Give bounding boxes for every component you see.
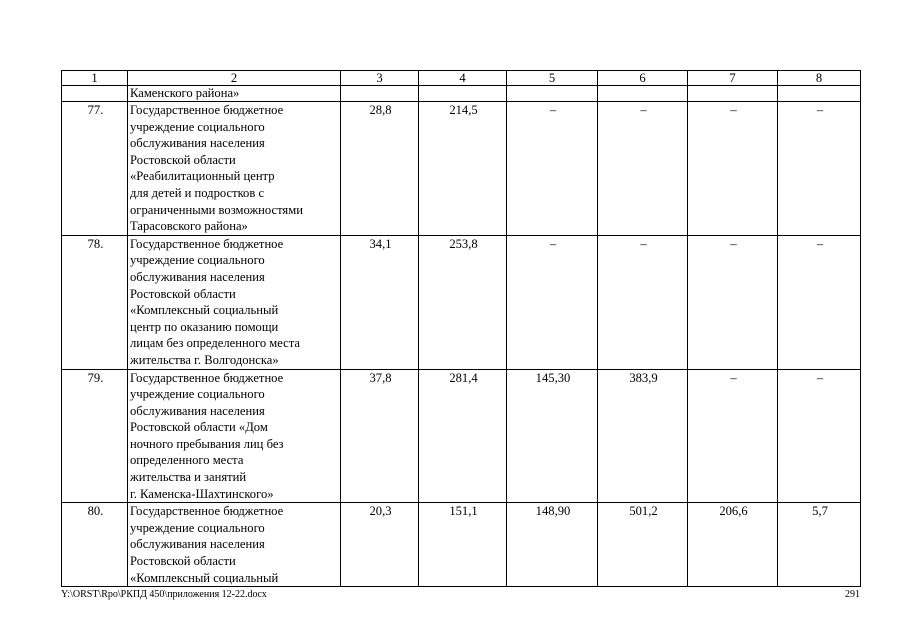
institution-name-cell — [128, 503, 341, 587]
value-cell-c7: – — [688, 102, 778, 236]
value-cell-c4: 281,4 — [419, 369, 507, 503]
institution-name-line: обслуживания населения — [130, 136, 265, 151]
value-cell-c7: – — [688, 235, 778, 369]
table-body — [62, 71, 861, 587]
institution-name-line: центр по оказанию помощи — [130, 319, 279, 334]
header-cell: 6 — [598, 71, 688, 86]
empty-cell — [419, 86, 507, 102]
footer-file-path: Y:\ORST\Rpo\РКПД 450\приложения 12-22.docx — [61, 589, 267, 600]
institution-name-cell — [128, 102, 341, 236]
row-number-cell: 79. — [62, 369, 128, 503]
value-cell-c6: 383,9 — [598, 369, 688, 503]
institution-name-line: лицам без определенного места — [130, 336, 300, 351]
institution-name-line: «Реабилитационный центр — [130, 169, 275, 184]
institution-name-line: учреждение социального — [130, 119, 265, 134]
value-cell-c4: 253,8 — [419, 235, 507, 369]
institution-name-line: «Комплексный социальный — [130, 570, 279, 585]
institution-name-line: учреждение социального — [130, 253, 265, 268]
value-cell-c7: 206,6 — [688, 503, 778, 587]
institution-name-line: обслуживания населения — [130, 269, 265, 284]
institution-name-cell — [128, 369, 341, 503]
institution-name-line: учреждение социального — [130, 387, 265, 402]
value-cell-c6: 501,2 — [598, 503, 688, 587]
value-cell-c7: – — [688, 369, 778, 503]
continuation-name-cell: Каменского района» — [128, 86, 341, 102]
header-cell: 4 — [419, 71, 507, 86]
value-cell-c8: – — [778, 369, 861, 503]
value-cell-c5: 148,90 — [507, 503, 598, 587]
empty-cell — [598, 86, 688, 102]
value-cell-c5: – — [507, 102, 598, 236]
institution-name-line: г. Каменска-Шахтинского» — [130, 486, 274, 501]
footer-page-number: 291 — [845, 589, 860, 600]
institution-name-line: ограниченными возможностями — [130, 202, 303, 217]
row-number-cell: 77. — [62, 102, 128, 236]
value-cell-c6: – — [598, 235, 688, 369]
continuation-row — [62, 86, 861, 102]
table-row — [62, 235, 861, 369]
institution-name-line: учреждение социального — [130, 520, 265, 535]
institution-name-line: обслуживания населения — [130, 403, 265, 418]
header-cell: 2 — [128, 71, 341, 86]
value-cell-c5: 145,30 — [507, 369, 598, 503]
header-cell: 3 — [341, 71, 419, 86]
institution-name-line: Ростовской области — [130, 152, 236, 167]
institution-name-cell — [128, 235, 341, 369]
institution-name-line: обслуживания населения — [130, 537, 265, 552]
institution-name-line: Государственное бюджетное — [130, 504, 284, 519]
row-number-cell: 78. — [62, 235, 128, 369]
value-cell-c6: – — [598, 102, 688, 236]
value-cell-c4: 151,1 — [419, 503, 507, 587]
value-cell-c5: – — [507, 235, 598, 369]
institution-name-line: ночного пребывания лиц без — [130, 436, 284, 451]
value-cell-c8: – — [778, 235, 861, 369]
table-row — [62, 102, 861, 236]
institution-name-line: Ростовской области — [130, 554, 236, 569]
institution-name-line: для детей и подростков с — [130, 185, 265, 200]
institution-name-line: Ростовской области — [130, 286, 236, 301]
value-cell-c4: 214,5 — [419, 102, 507, 236]
value-cell-c3: 20,3 — [341, 503, 419, 587]
institution-name-line: Тарасовского района» — [130, 219, 248, 234]
empty-cell — [341, 86, 419, 102]
empty-cell — [778, 86, 861, 102]
empty-cell — [688, 86, 778, 102]
institution-name-line: жительства и занятий — [130, 470, 247, 485]
institution-name-line: жительства г. Волгодонска» — [130, 352, 279, 367]
value-cell-c3: 28,8 — [341, 102, 419, 236]
institution-name-line: Государственное бюджетное — [130, 370, 284, 385]
table-row — [62, 369, 861, 503]
value-cell-c8: 5,7 — [778, 503, 861, 587]
institution-name-line: определенного места — [130, 453, 244, 468]
empty-cell — [507, 86, 598, 102]
institution-name-line: Государственное бюджетное — [130, 236, 284, 251]
header-row — [62, 71, 861, 86]
value-cell-c3: 34,1 — [341, 235, 419, 369]
continuation-num-cell — [62, 86, 128, 102]
header-cell: 5 — [507, 71, 598, 86]
value-cell-c3: 37,8 — [341, 369, 419, 503]
institution-name-line: «Комплексный социальный — [130, 303, 279, 318]
institution-name-line: Государственное бюджетное — [130, 103, 284, 117]
value-cell-c8: – — [778, 102, 861, 236]
header-cell: 1 — [62, 71, 128, 86]
institution-name-line: Ростовской области «Дом — [130, 420, 268, 435]
row-number-cell: 80. — [62, 503, 128, 587]
data-table — [61, 70, 861, 587]
header-cell: 8 — [778, 71, 861, 86]
header-cell: 7 — [688, 71, 778, 86]
table-row — [62, 503, 861, 587]
